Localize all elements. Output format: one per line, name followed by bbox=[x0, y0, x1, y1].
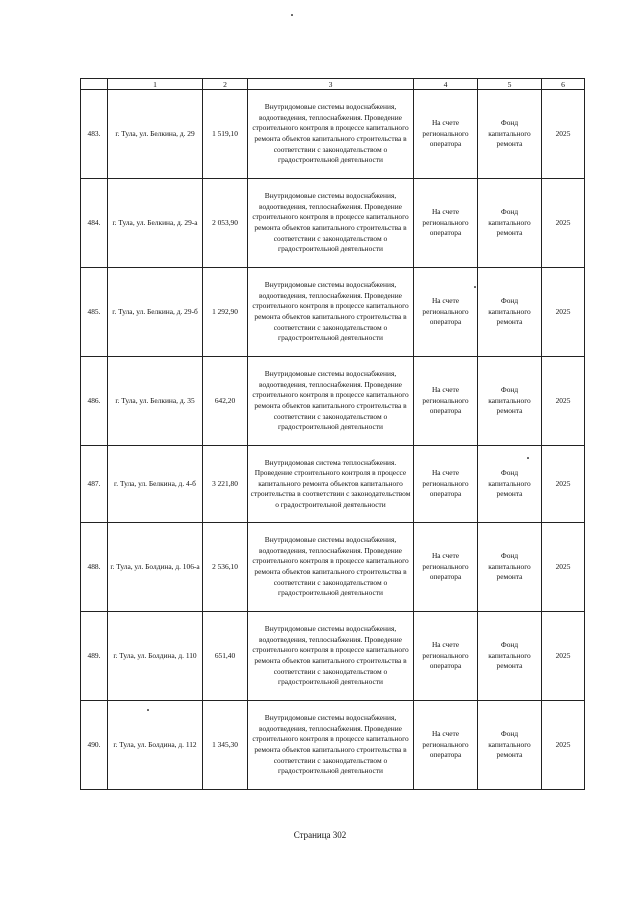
funding-source-cell: Фонд капитального ремонта bbox=[478, 523, 542, 612]
row-number: 484. bbox=[81, 179, 108, 268]
works-description-cell: Внутридомовые системы водоснабжения, водоотведения, теплоснабжения. Проведение строительного контроля в процессе капитального ремонта объектов капитального строительства в соответствии с законодательством о градостроительной деятельности bbox=[248, 701, 414, 790]
works-description-cell: Внутридомовые системы водоснабжения, водоотведения, теплоснабжения. Проведение строительного контроля в процессе капитального ремонта объектов капитального строительства в соответствии с законодательством о градостроительной деятельности bbox=[248, 523, 414, 612]
works-description-cell: Внутридомовые системы водоснабжения, водоотведения, теплоснабжения. Проведение строительного контроля в процессе капитального ремонта объектов капитального строительства в соответствии с законодательством о градостроительной деятельности bbox=[248, 179, 414, 268]
column-header: 5 bbox=[478, 79, 542, 90]
area-cell: 1 292,90 bbox=[203, 268, 248, 357]
row-number: 490. bbox=[81, 701, 108, 790]
works-description-cell: Внутридомовая система теплоснабжения. Проведение строительного контроля в процессе капитального ремонта объектов капитального строительства в соответствии с законодательством о градостроительной деятельности bbox=[248, 446, 414, 523]
address-cell: г. Тула, ул. Болдина, д. 112 bbox=[108, 701, 203, 790]
address-cell: г. Тула, ул. Белкина, д. 29-б bbox=[108, 268, 203, 357]
column-header: 1 bbox=[108, 79, 203, 90]
area-cell: 3 221,80 bbox=[203, 446, 248, 523]
year-cell: 2025 bbox=[542, 701, 585, 790]
table-row bbox=[81, 179, 585, 268]
repair-program-table bbox=[80, 78, 585, 790]
account-cell: На счете регионального оператора bbox=[414, 268, 478, 357]
address-cell: г. Тула, ул. Белкина, д. 4-б bbox=[108, 446, 203, 523]
column-header bbox=[81, 79, 108, 90]
column-header: 2 bbox=[203, 79, 248, 90]
account-cell: На счете регионального оператора bbox=[414, 179, 478, 268]
year-cell: 2025 bbox=[542, 612, 585, 701]
funding-source-cell: Фонд капитального ремонта bbox=[478, 179, 542, 268]
account-cell: На счете регионального оператора bbox=[414, 701, 478, 790]
year-cell: 2025 bbox=[542, 179, 585, 268]
works-description-cell: Внутридомовые системы водоснабжения, водоотведения, теплоснабжения. Проведение строительного контроля в процессе капитального ремонта объектов капитального строительства в соответствии с законодательством о градостроительной деятельности bbox=[248, 612, 414, 701]
works-description-cell: Внутридомовые системы водоснабжения, водоотведения, теплоснабжения. Проведение строительного контроля в процессе капитального ремонта объектов капитального строительства в соответствии с законодательством о градостроительной деятельности bbox=[248, 268, 414, 357]
address-cell: г. Тула, ул. Болдина, д. 110 bbox=[108, 612, 203, 701]
row-number: 488. bbox=[81, 523, 108, 612]
address-cell: г. Тула, ул. Белкина, д. 29 bbox=[108, 90, 203, 179]
table-header-row bbox=[81, 79, 585, 90]
area-cell: 2 536,10 bbox=[203, 523, 248, 612]
area-cell: 642,20 bbox=[203, 357, 248, 446]
scan-speck bbox=[291, 14, 293, 16]
column-header: 6 bbox=[542, 79, 585, 90]
year-cell: 2025 bbox=[542, 523, 585, 612]
row-number: 487. bbox=[81, 446, 108, 523]
year-cell: 2025 bbox=[542, 268, 585, 357]
account-cell: На счете регионального оператора bbox=[414, 357, 478, 446]
area-cell: 1 345,30 bbox=[203, 701, 248, 790]
funding-source-cell: Фонд капитального ремонта bbox=[478, 446, 542, 523]
area-cell: 651,40 bbox=[203, 612, 248, 701]
row-number: 483. bbox=[81, 90, 108, 179]
works-description-cell: Внутридомовые системы водоснабжения, водоотведения, теплоснабжения. Проведение строительного контроля в процессе капитального ремонта объектов капитального строительства в соответствии с законодательством о градостроительной деятельности bbox=[248, 90, 414, 179]
year-cell: 2025 bbox=[542, 90, 585, 179]
table-row bbox=[81, 446, 585, 523]
funding-source-cell: Фонд капитального ремонта bbox=[478, 357, 542, 446]
address-cell: г. Тула, ул. Болдина, д. 106-а bbox=[108, 523, 203, 612]
funding-source-cell: Фонд капитального ремонта bbox=[478, 90, 542, 179]
table-row bbox=[81, 357, 585, 446]
table-row bbox=[81, 90, 585, 179]
column-header: 3 bbox=[248, 79, 414, 90]
funding-source-cell: Фонд капитального ремонта bbox=[478, 612, 542, 701]
year-cell: 2025 bbox=[542, 446, 585, 523]
funding-source-cell: Фонд капитального ремонта bbox=[478, 268, 542, 357]
page-number: Страница 302 bbox=[293, 830, 347, 840]
funding-source-cell: Фонд капитального ремонта bbox=[478, 701, 542, 790]
row-number: 486. bbox=[81, 357, 108, 446]
address-cell: г. Тула, ул. Белкина, д. 35 bbox=[108, 357, 203, 446]
works-description-cell: Внутридомовые системы водоснабжения, водоотведения, теплоснабжения. Проведение строительного контроля в процессе капитального ремонта объектов капитального строительства в соответствии с законодательством о градостроительной деятельности bbox=[248, 357, 414, 446]
account-cell: На счете регионального оператора bbox=[414, 523, 478, 612]
area-cell: 2 053,90 bbox=[203, 179, 248, 268]
account-cell: На счете регионального оператора bbox=[414, 446, 478, 523]
address-cell: г. Тула, ул. Белкина, д. 29-а bbox=[108, 179, 203, 268]
table-row bbox=[81, 701, 585, 790]
account-cell: На счете регионального оператора bbox=[414, 90, 478, 179]
table-row bbox=[81, 268, 585, 357]
table-row bbox=[81, 523, 585, 612]
column-header: 4 bbox=[414, 79, 478, 90]
account-cell: На счете регионального оператора bbox=[414, 612, 478, 701]
row-number: 489. bbox=[81, 612, 108, 701]
area-cell: 1 519,10 bbox=[203, 90, 248, 179]
table-row bbox=[81, 612, 585, 701]
row-number: 485. bbox=[81, 268, 108, 357]
year-cell: 2025 bbox=[542, 357, 585, 446]
